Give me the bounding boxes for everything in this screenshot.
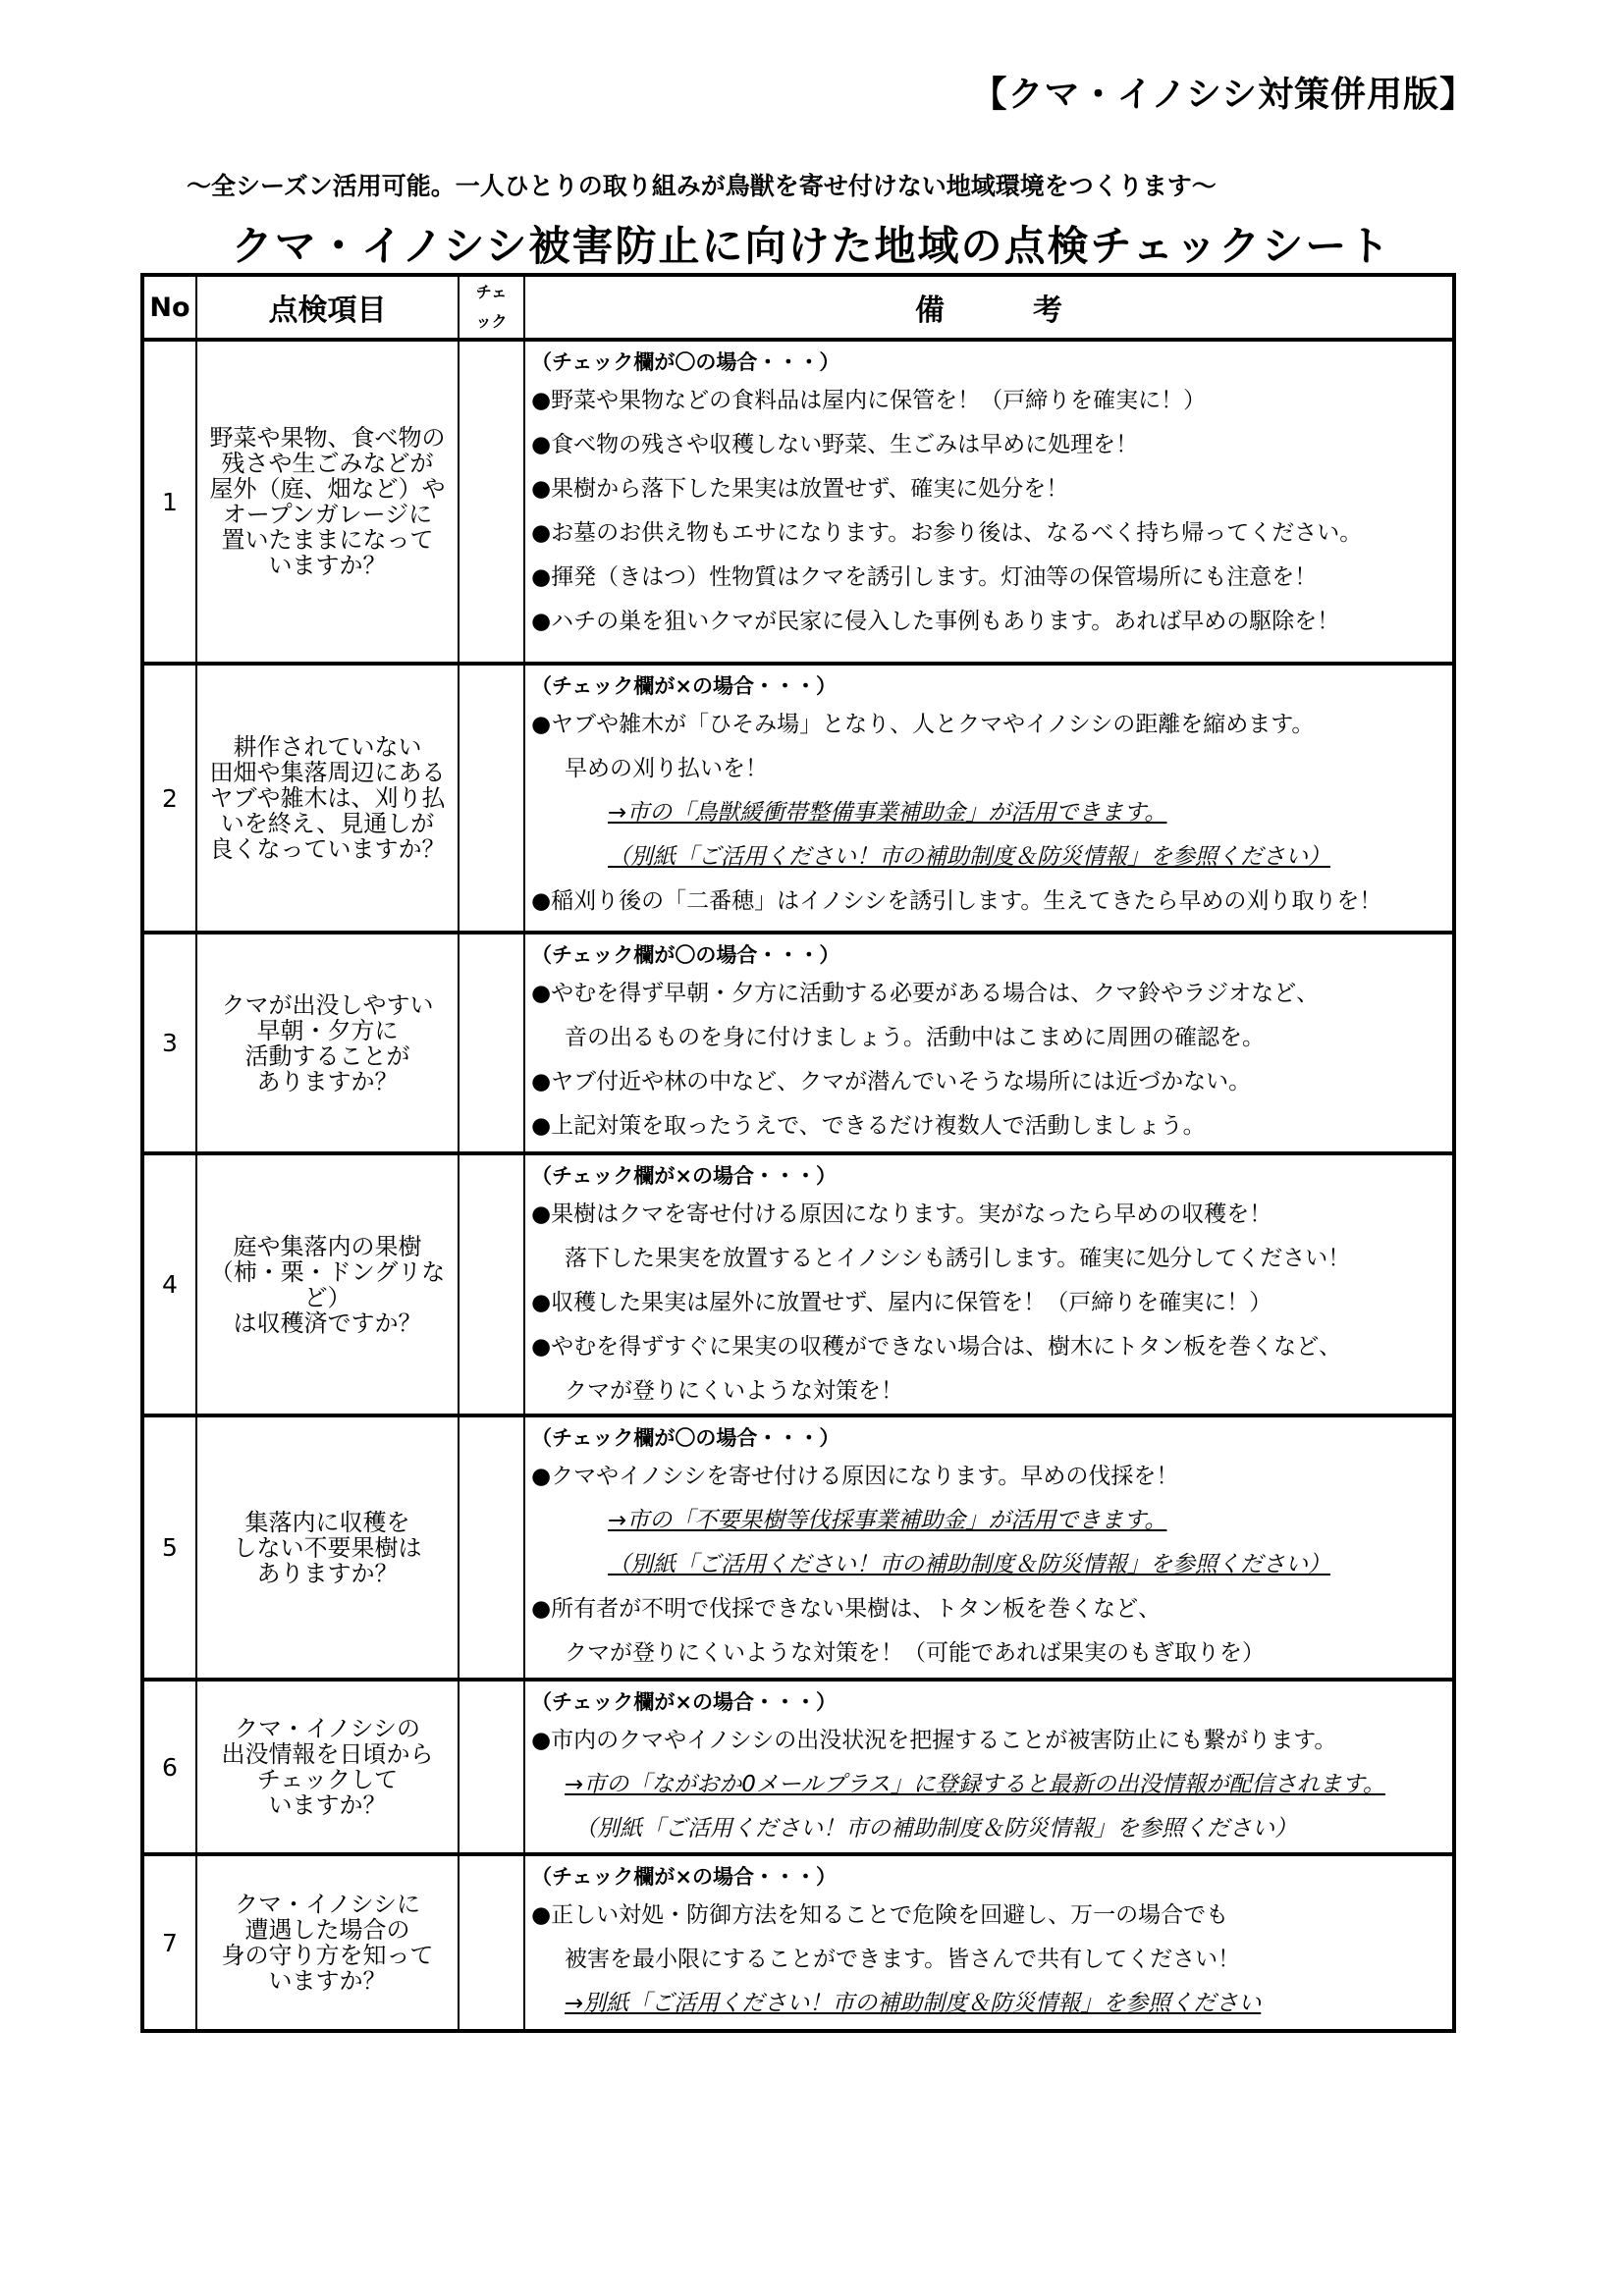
table-row	[142, 1680, 1454, 1854]
mail-registration-link: →市の「ながおか0メールプラス」に登録すると最新の出没情報が配信されます。	[565, 1772, 1385, 1797]
note-line: 被害を最小限にすることができます。皆さんで共有してください！	[565, 1947, 1241, 1972]
check-item: 耕作されていない 田畑や集落周辺にある ヤブや雑木は、刈り払 いを終え、見通しが 良くなっていますか？	[196, 664, 459, 933]
note-line: ●果樹はクマを寄せ付ける原因になります。実がなったら早めの収穫を！	[531, 1201, 1272, 1227]
header-no: No	[142, 275, 196, 340]
note-cell	[524, 1153, 1454, 1415]
note-heading: （チェック欄が×の場合・・・）	[531, 674, 837, 698]
note-cell	[524, 1854, 1454, 2031]
header-check-line2: ック	[475, 312, 508, 331]
note-heading: （チェック欄が×の場合・・・）	[531, 1164, 837, 1188]
check-item: 庭や集落内の果樹 （柿・栗・ドングリなど） は収穫済ですか？	[196, 1153, 459, 1415]
note-cell	[524, 1680, 1454, 1854]
note-heading: （チェック欄が〇の場合・・・）	[531, 350, 840, 374]
note-line: クマが登りにくいような対策を！	[565, 1378, 903, 1404]
note-line: クマが登りにくいような対策を！（可能であれば果実のもぎ取りを）	[565, 1640, 1265, 1666]
table-row	[142, 1415, 1454, 1680]
check-cell[interactable]	[459, 664, 524, 933]
check-item: クマ・イノシシの 出没情報を日頃から チェックして いますか？	[196, 1680, 459, 1854]
reference-note: （別紙「ご活用ください！市の補助制度＆防災情報」を参照ください）	[608, 844, 1330, 870]
row-number: 5	[142, 1415, 196, 1680]
row-number: 7	[142, 1854, 196, 2031]
header-check	[459, 275, 524, 340]
note-heading: （チェック欄が〇の場合・・・）	[531, 943, 840, 967]
note-line: 落下した果実を放置するとイノシシも誘引します。確実に処分してください！	[565, 1246, 1351, 1271]
check-item: クマ・イノシシに 遭遇した場合の 身の守り方を知って いますか？	[196, 1854, 459, 2031]
note-line: ●上記対策を取ったうえで、できるだけ複数人で活動しましょう。	[531, 1113, 1206, 1139]
note-line: ●市内のクマやイノシシの出没状況を把握することが被害防止にも繋がります。	[531, 1728, 1337, 1753]
note-line: ●所有者が不明で伐採できない果樹は、トタン板を巻くなど、	[531, 1596, 1162, 1622]
table-row	[142, 1153, 1454, 1415]
check-cell[interactable]	[459, 1415, 524, 1680]
check-cell[interactable]	[459, 340, 524, 664]
check-item: 集落内に収穫を しない不要果樹は ありますか？	[196, 1415, 459, 1680]
row-number: 2	[142, 664, 196, 933]
page-title: クマ・イノシシ被害防止に向けた地域の点検チェックシート	[231, 222, 1392, 270]
table-row	[142, 664, 1454, 933]
row-number: 3	[142, 933, 196, 1153]
note-line: ●やむを得ずすぐに果実の収穫ができない場合は、樹木にトタン板を巻くなど、	[531, 1334, 1342, 1360]
check-item: クマが出没しやすい 早朝・夕方に 活動することが ありますか？	[196, 933, 459, 1153]
header-check-line1: チェ	[475, 283, 508, 301]
note-line: ●正しい対処・防御方法を知ることで危険を回避し、万一の場合でも	[531, 1902, 1229, 1928]
reference-note: →別紙「ご活用ください！市の補助制度＆防災情報」を参照ください	[565, 1991, 1262, 2016]
subsidy-link: →市の「鳥獣緩衝帯整備事業補助金」が活用できます。	[608, 800, 1167, 826]
note-line: ●ヤブ付近や林の中など、クマが潜んでいそうな場所には近づかない。	[531, 1069, 1252, 1095]
note-line: ●ハチの巣を狙いクマが民家に侵入した事例もあります。あれば早めの駆除を！	[531, 609, 1340, 634]
reference-note: （別紙「ご活用ください！市の補助制度＆防災情報」を参照ください）	[574, 1816, 1297, 1842]
table-row	[142, 1854, 1454, 2031]
table-row	[142, 340, 1454, 664]
row-number: 1	[142, 340, 196, 664]
note-line: ●クマやイノシシを寄せ付ける原因になります。早めの伐採を！	[531, 1464, 1179, 1489]
check-cell[interactable]	[459, 1854, 524, 2031]
table-row	[142, 933, 1454, 1153]
row-number: 4	[142, 1153, 196, 1415]
check-cell[interactable]	[459, 1153, 524, 1415]
note-heading: （チェック欄が〇の場合・・・）	[531, 1426, 840, 1450]
note-line: ●食べ物の残さや収穫しない野菜、生ごみは早めに処理を！	[531, 432, 1139, 457]
subtitle: ～全シーズン活用可能。一人ひとりの取り組みが鳥獣を寄せ付けない地域環境をつくります～	[187, 172, 1217, 200]
note-line: ●やむを得ず早朝・夕方に活動する必要がある場合は、クマ鈴やラジオなど、	[531, 981, 1320, 1006]
edition-label: 【クマ・イノシシ対策併用版】	[971, 75, 1476, 115]
note-line: ●お墓のお供え物もエサになります。お参り後は、なるべく持ち帰ってください。	[531, 520, 1363, 546]
note-line: ●野菜や果物などの食料品は屋内に保管を！（戸締りを確実に！）	[531, 388, 1207, 413]
row-number: 6	[142, 1680, 196, 1854]
note-line: ●ヤブや雑木が「ひそみ場」となり、人とクマやイノシシの距離を縮めます。	[531, 712, 1315, 737]
reference-note: （別紙「ご活用ください！市の補助制度＆防災情報」を参照ください）	[608, 1552, 1330, 1577]
note-line: ●収穫した果実は屋外に放置せず、屋内に保管を！（戸締りを確実に！）	[531, 1290, 1272, 1315]
note-heading: （チェック欄が×の場合・・・）	[531, 1865, 837, 1889]
note-cell	[524, 340, 1454, 664]
checklist-table	[140, 273, 1456, 2033]
note-line: ●稲刈り後の「二番穂」はイノシシを誘引します。生えてきたら早めの刈り取りを！	[531, 888, 1382, 914]
note-line: 早めの刈り払いを！	[565, 756, 768, 781]
note-cell	[524, 933, 1454, 1153]
note-cell	[524, 1415, 1454, 1680]
check-cell[interactable]	[459, 1680, 524, 1854]
header-note: 備 考	[524, 275, 1454, 340]
check-cell[interactable]	[459, 933, 524, 1153]
note-cell	[524, 664, 1454, 933]
header-item: 点検項目	[196, 275, 459, 340]
table-header-row	[142, 275, 1454, 340]
note-line: 音の出るものを身に付けましょう。活動中はこまめに周囲の確認を。	[565, 1025, 1265, 1050]
subsidy-link: →市の「不要果樹等伐採事業補助金」が活用できます。	[608, 1508, 1167, 1533]
note-line: ●揮発（きはつ）性物質はクマを誘引します。灯油等の保管場所にも注意を！	[531, 564, 1318, 590]
note-line: ●果樹から落下した果実は放置せず、確実に処分を！	[531, 476, 1069, 502]
check-item: 野菜や果物、食べ物の 残さや生ごみなどが 屋外（庭、畑など）や オープンガレージに 置いたままになって いますか？	[196, 340, 459, 664]
note-heading: （チェック欄が×の場合・・・）	[531, 1690, 837, 1714]
